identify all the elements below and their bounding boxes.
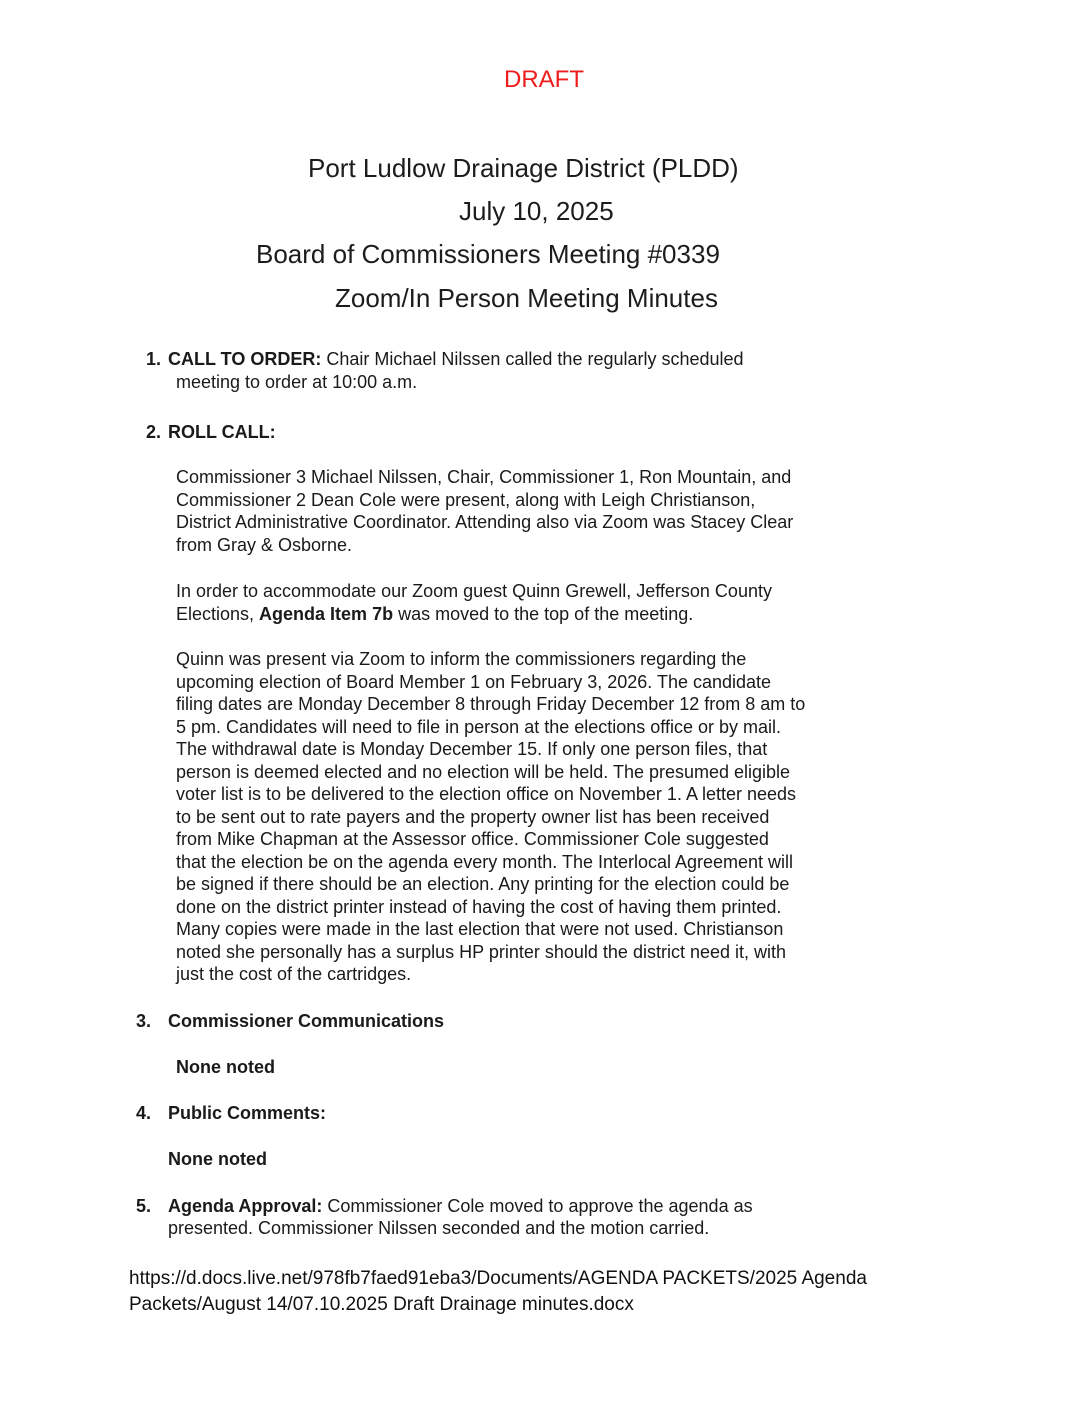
text-line: be signed if there should be an election. Any printing for the election could be: [176, 874, 790, 894]
text-line: Commissioner 3 Michael Nilssen, Chair, Commissioner 1, Ron Mountain, and: [176, 467, 792, 487]
text-line: District Administrative Coordinator. Attending also via Zoom was Stacey Clear: [176, 512, 794, 532]
attendance-paragraph: [176, 466, 876, 556]
item-heading: ROLL CALL:: [168, 422, 276, 442]
text-line: upcoming election of Board Member 1 on February 3, 2026. The candidate: [176, 671, 772, 692]
document-file-path-footer: [129, 1266, 949, 1318]
text-line: voter list is to be delivered to the election office on November 1. A letter needs: [176, 784, 797, 804]
text-line: In order to accommodate our Zoom guest Quinn Grewell, Jefferson County: [176, 581, 772, 601]
item-text: Commissioner Cole moved to approve the agenda as: [322, 1196, 753, 1216]
organization-title: Port Ludlow Drainage District (PLDD): [308, 153, 739, 183]
item-text-continued: meeting to order at 10:00 a.m.: [176, 372, 418, 392]
item-number: 2.: [146, 422, 162, 442]
item-heading: Agenda Approval:: [168, 1196, 323, 1216]
text-line: Many copies were made in the last election that were not used. Christianson: [176, 919, 784, 939]
item-number: 1.: [146, 349, 162, 369]
text-line: done on the district printer instead of having the cost of having them printed.: [176, 896, 782, 917]
text-line: 5 pm. Candidates will need to file in person at the elections office or by mail.: [176, 716, 781, 737]
text-line: from Gray & Osborne.: [176, 534, 353, 555]
agenda-item-reference: Agenda Item 7b: [259, 603, 394, 624]
footer-line: https://d.docs.live.net/978fb7faed91eba3/Documents/AGENDA PACKETS/2025 Agenda: [129, 1268, 867, 1289]
agenda-change-paragraph: [176, 580, 876, 625]
item-number: 3.: [136, 1011, 152, 1031]
text-line: to be sent out to rate payers and the property owner list has been received: [176, 806, 770, 827]
item-heading: Commissioner Communications: [168, 1011, 445, 1031]
meeting-number-title: Board of Commissioners Meeting #0339: [256, 239, 720, 269]
text-line: The withdrawal date is Monday December 15. If only one person files, that: [176, 739, 768, 759]
item-number: 5.: [136, 1196, 152, 1216]
item-note: None noted: [168, 1149, 267, 1169]
item-line: [168, 348, 744, 371]
item-text-continued: presented. Commissioner Nilssen seconded and the motion carried.: [168, 1218, 710, 1238]
draft-watermark-label: DRAFT: [504, 66, 584, 93]
text-line: person is deemed elected and no election will be held. The presumed eligible: [176, 761, 791, 782]
text-line: from Mike Chapman at the Assessor office. Commissioner Cole suggested: [176, 829, 769, 849]
election-discussion-paragraph: [176, 648, 876, 986]
text-line: that the election be on the agenda every month. The Interlocal Agreement will: [176, 851, 794, 872]
item-line: [168, 1195, 753, 1218]
item-text: Chair Michael Nilssen called the regularly scheduled: [321, 349, 744, 369]
item-heading: Public Comments:: [168, 1103, 327, 1123]
text-line: filing dates are Monday December 8 through Friday December 12 from 8 am to: [176, 694, 806, 714]
text-fragment: was moved to the top of the meeting.: [393, 603, 694, 624]
item-note: None noted: [176, 1057, 275, 1077]
text-fragment: Elections,: [176, 603, 260, 624]
text-line: Quinn was present via Zoom to inform the commissioners regarding the: [176, 649, 747, 669]
item-number: 4.: [136, 1103, 152, 1123]
footer-line: Packets/August 14/07.10.2025 Draft Drainage minutes.docx: [129, 1294, 634, 1315]
meeting-date: July 10, 2025: [459, 196, 614, 226]
text-line: Commissioner 2 Dean Cole were present, along with Leigh Christianson,: [176, 489, 756, 510]
text-line: [176, 603, 876, 626]
text-line: noted she personally has a surplus HP printer should the district need it, with: [176, 941, 787, 962]
meeting-type-title: Zoom/In Person Meeting Minutes: [335, 283, 718, 313]
item-heading: CALL TO ORDER:: [168, 349, 322, 369]
text-line: just the cost of the cartridges.: [176, 964, 412, 984]
